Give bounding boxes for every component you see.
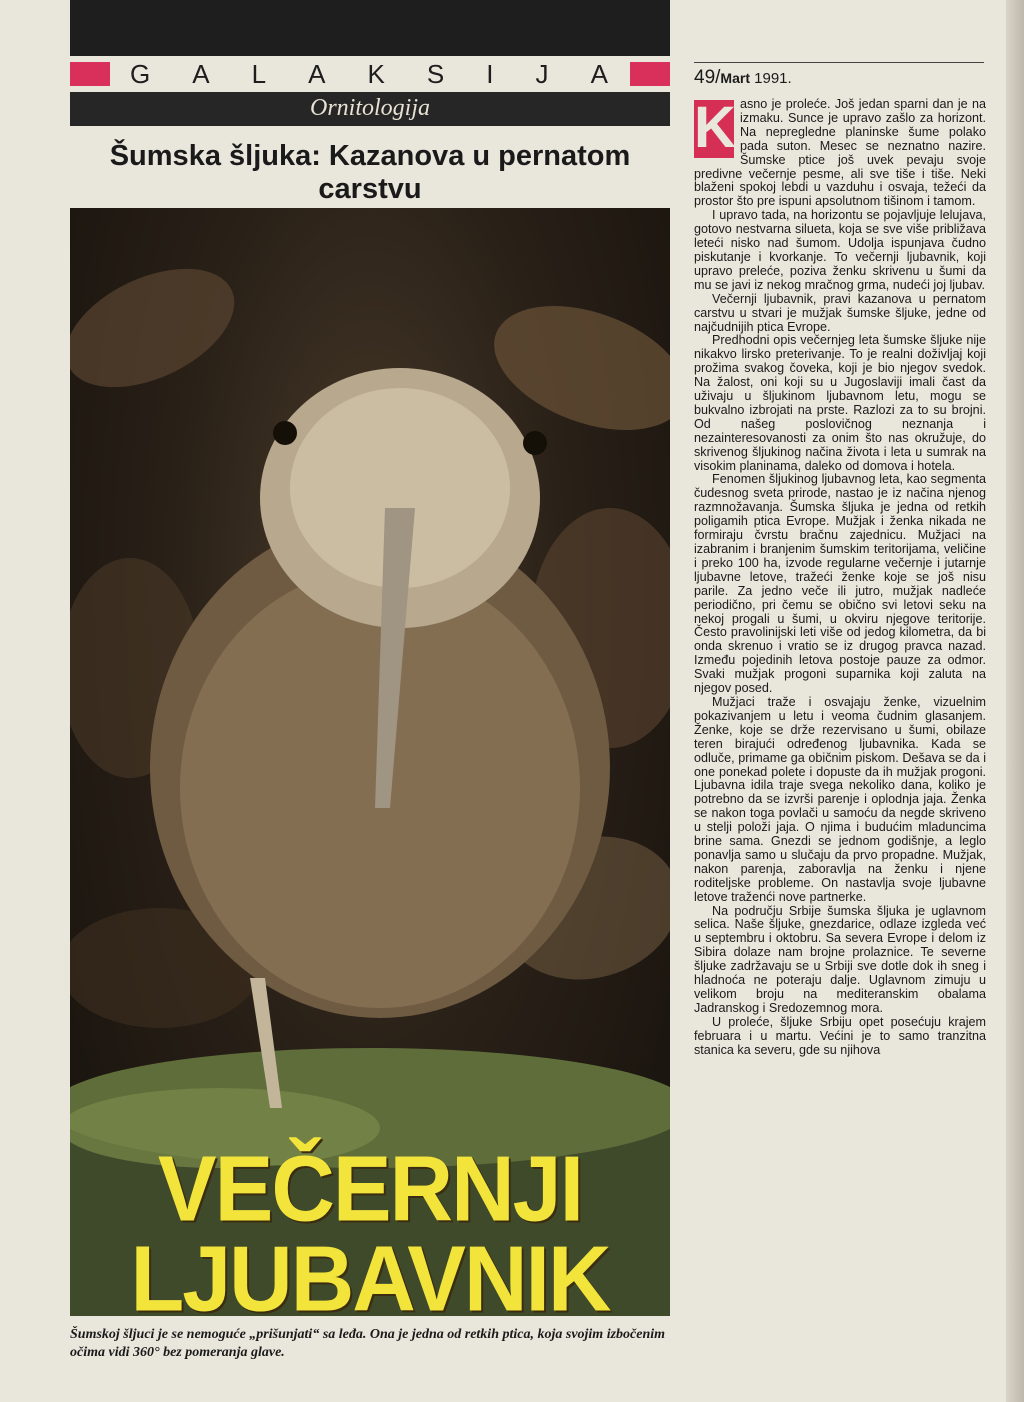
masthead-letter: K — [367, 58, 387, 89]
photo-title-overlay — [70, 1136, 670, 1316]
masthead-red-block-right — [630, 62, 670, 86]
article-paragraph: U proleće, šljuke Srbiju opet posećuju krajem februara i u martu. Većini je to samo tranzitna stanica ka severu, gde su njihova — [694, 1014, 986, 1057]
masthead-letter: G — [130, 58, 153, 89]
issue-info — [694, 62, 984, 89]
article-headline: Šumska šljuka: Kazanova u pernatom carstvu — [109, 140, 631, 205]
masthead-letter: A — [192, 58, 212, 89]
article-paragraph: Predhodni opis večernjeg leta šumske šljuke nije nikakvo lirsko preterivanje. To je realni doživljaj koji prožima svakog čoveka, koji je bio njegov svedok. Na žalost, oni koji su u Jugoslaviji imali čast da uživaju u šljukinom ljubavnom letu, mogu se bukvalno izbrojati na prste. Razlozi za to su brojni. Od našeg poslovičnog neznanja i nezainteresovanosti za onim što nas okružuje, do skrivenog šljukinog načina života i leta u sumrak na visokim planinama, daleko od domova i hotela. — [694, 333, 986, 473]
masthead — [70, 56, 670, 92]
photo-caption: Šumskoj šljuci je se nemoguće „prišunjati“ sa leđa. Ona je jedna od retkih ptica, koja svojim izbočenim očima vidi 360° bez pomeranja glave. — [70, 1327, 666, 1360]
article-paragraph-text: asno je proleće. Još jedan sparni dan je na izmaku. Sunce je upravo zašlo za horizont. Na nepregledne planinske šume polako pada suton. Mesec se neznatno nazire. Šumske ptice još uvek pevaju svoje predivne večernje pesme, ali sve tiše i tiše. Neki blaženi spokoj lebdi u vazduhu i osvaja, težeći da prostor što pre ispuni apsolutnom tišinom i tamom. — [694, 97, 986, 209]
photo-title-line-2: LJUBAVNIK — [130, 1226, 610, 1316]
issue-number: 49/ — [694, 67, 721, 88]
photo-title-line-1: VEČERNJI — [157, 1136, 583, 1241]
masthead-letter: A — [590, 58, 610, 89]
section-label: Ornitologija — [70, 92, 670, 126]
masthead-letter: S — [426, 58, 447, 89]
masthead-letter: I — [486, 58, 496, 89]
issue-month: Mart — [720, 70, 750, 86]
article-paragraph: Fenomen šljukinog ljubavnog leta, kao segmenta čudesnog sveta prirode, nastao je iz načina njenog razmnožavanja. Šumska šljuka je jedna od retkih poligamih ptica Evrope. Mužjak i ženka nikada ne formiraju čvrstu bračnu zajednicu. Mužjaci na izabranim i branjenim šumskim teritorijama, veličine i preko 100 ha, izvode regularne večernje i jutarnje ljubavne letove, tražeći ženke koje se još nisu parile. Za jedno veče ili jutro, mužjak nadleće periodično, pri čemu se obično svi letovi seku na nekoj progali u šumi, u okviru njegove teritorije. Često pravolinijski leti više od jedog kilometra, da bi onda skrenuo i vratio se iz drugog pravca nazad. Između pojedinih letova postoje pauze za odmor. Svaki mužjak progoni suparnika koji zaluta na njegov posed. — [694, 472, 986, 696]
article-paragraph — [694, 95, 986, 209]
page-edge — [1006, 0, 1024, 1402]
issue-year: 1991. — [754, 70, 792, 87]
woodcock-photo — [70, 208, 670, 1316]
masthead-letter: L — [251, 58, 269, 89]
article-body — [694, 95, 986, 1058]
masthead-red-block-left — [70, 62, 110, 86]
masthead-letters — [110, 59, 630, 90]
drop-cap: K — [694, 95, 736, 160]
article-paragraph: Mužjaci traže i osvajaju ženke, vizuelnim pokazivanjem u letu i veoma čudnim glasanjem. Ženke, koje se drže rezervisano u šumi, obilaze teren birajući određenog ljubavnika. Kada se odluče, primame ga običnim piskom. Dešava se da i one ponekad polete i dopuste da ih mužjak progoni. Ljubavna idila traje svega nekoliko dana, koliko je potrebno da se izvrši parenje i oplodnja jaja. Ženka se nakon toga povlači u samoću da negde skriveno u stelji položi jaja. O njima i budućim mladuncima brine sama. Gnezdi se jednom godišnje, a leglo ponavlja samo u slučaju da prvo propadne. Mužjak, nakon parenja, zaboravlja na ženku i njene roditeljske probleme. On nastavlja svoje ljubavne letove traženći nove partnerke. — [694, 694, 986, 904]
masthead-letter: J — [535, 58, 551, 89]
article-paragraph: I upravo tada, na horizontu se pojavljuje lelujava, gotovo nestvarna silueta, koja se sve više približava leteći nisko nad šumom. Udolja ispunjava čudno piskutanje i kvorkanje. To večernji ljubavnik, koji upravo preleće, poziva ženku skrivenu u šumi da mu se javi iz nekog mračnog grma, nudeći joj ljubav. — [694, 208, 986, 292]
article-paragraph: Večernji ljubavnik, pravi kazanova u pernatom carstvu u stvari je mužjak šumske šljuke, jedne od najčudnijih ptica Evrope. — [694, 291, 986, 334]
article-paragraph: Na području Srbije šumska šljuka je uglavnom selica. Naše šljuke, gnezdarice, odlaze izgleda već u septembru i oktobru. Sa severa Evrope i delom iz Sibira dolaze nam brojne prolaznice. Te severne šljuke zadržavaju se u Srbiji sve dotle dok ih sneg i hladnoća ne poteraju dalje. Uglavnom zimuju u velikom broju na mediteranskim obalama Jadranskog i Sredozemnog mora. — [694, 903, 986, 1015]
header-black-band — [70, 0, 670, 56]
masthead-letter: A — [308, 58, 328, 89]
